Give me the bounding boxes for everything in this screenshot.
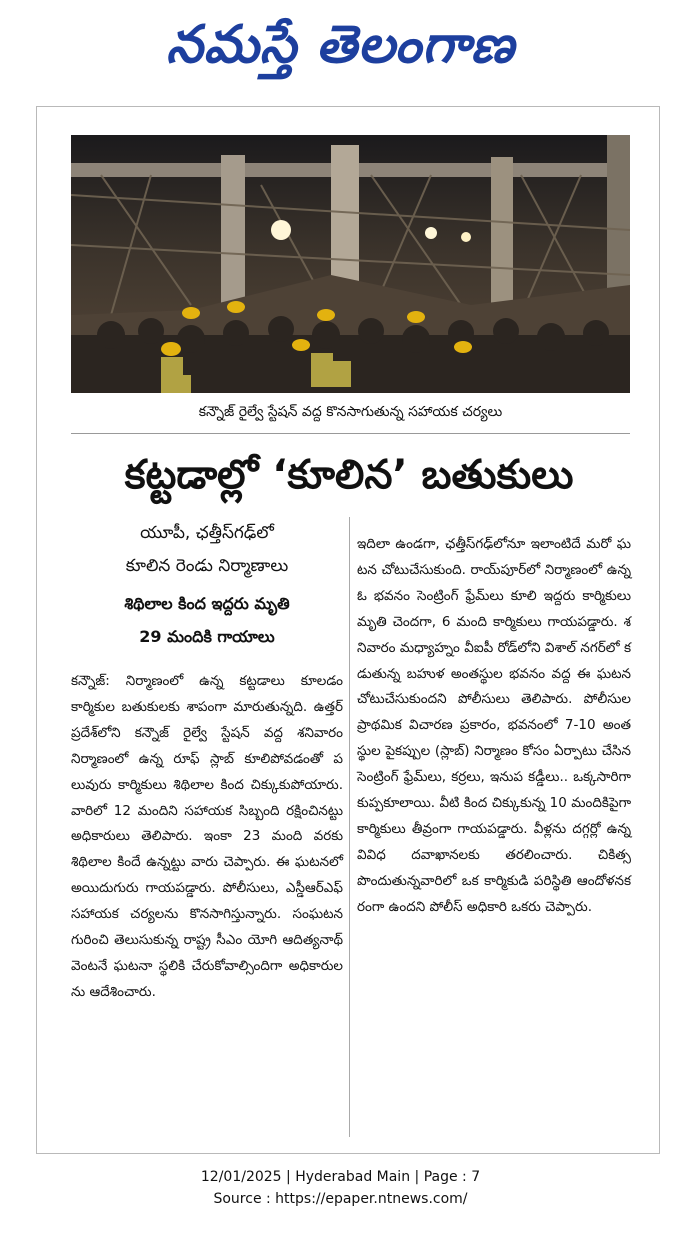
subheadline-bold-line-1: శిథిలాల కింద ఇద్దరు మృతి xyxy=(124,594,290,613)
subheadline-line-1: యూపీ, ఛత్తీస్‌గఢ్‌లో xyxy=(140,523,274,543)
subheadline-bold xyxy=(71,587,343,657)
footer-source: Source : https://epaper.ntnews.com/ xyxy=(213,1191,468,1207)
subheadline-bold-line-2: 29 మందికి గాయాలు xyxy=(139,627,275,646)
subheadline xyxy=(71,517,343,587)
footer-edition: 12/01/2025 | Hyderabad Main | Page : 7 xyxy=(200,1169,481,1185)
article-clipping xyxy=(36,106,660,1154)
body-text-right: ఇదిలా ఉండగా, ఛత్తీస్‌గఢ్‌లోనూ ఇలాంటిదే మరో ఘటన చోటుచేసుకుంది. రాయ్‌పూర్‌లో నిర్మాణంలో ఉన్న ఓ భవనం సెంట్రింగ్ ఫ్రేమ్‌లు కూలి ఇద్దరు కార్మికులు మృతి చెందగా, 6 మంది కార్మికులు గాయపడ్డారు. శనివారం మధ్యాహ్నం వీఐపీ రోడ్‌లోని విశాల్ నగర్‌లో కడుతున్న బహుళ అంతస్థుల భవనం వద్ద ఈ ఘటన చోటుచేసుకుందని పోలీసులు తెలిపారు. పోలీసుల ప్రాథమిక విచారణ ప్రకారం, భవనంలో 7-10 అంతస్థుల పైకప్పుల (స్లాబ్) నిర్మాణం కోసం ఏర్పాటు చేసిన సెంట్రింగ్ ఫ్రేమ్‌లు, కర్రలు, ఇనుప కడ్డీలు.. ఒక్కసారిగా కుప్పకూలాయి. వీటి కింద చిక్కుకున్న 10 మందికిపైగా కార్మికులు తీవ్రంగా గాయపడ్డారు. వీళ్లను దగ్గర్లో ఉన్న వివిధ దవాఖానలకు తరలించారు. చికిత్స పొందుతున్నవారిలో ఒక కార్మికుడి పరిస్థితి ఆందోళనకరంగా ఉందని పోలీస్ అధికారి ఒకరు చెప్పారు. xyxy=(357,536,631,915)
headline: కట్టడాల్లో ‘కూలిన’ బతుకులు xyxy=(124,452,574,498)
masthead-title: నమస్తే తెలంగాణ xyxy=(166,15,515,75)
masthead xyxy=(0,6,681,84)
subheadline-line-2: కూలిన రెండు నిర్మాణాలు xyxy=(125,556,289,576)
right-column xyxy=(357,532,631,921)
body-text-left: కన్నౌజ్: నిర్మాణంలో ఉన్న కట్టడాలు కూలడం కార్మికుల బతుకులకు శాపంగా మారుతున్నది. ఉత్తర్ ప్రదేశ్‌లోని కన్నౌజ్ రైల్వే స్టేషన్ వద్ద శనివారం నిర్మాణంలో ఉన్న రూఫ్ స్లాబ్ కూలిపోవడంతో పలువురు కార్మికులు శిథిలాల కింద చిక్కుకుపోయారు. వారిలో 12 మందిని సహాయక సిబ్బంది రక్షించినట్టు అధికారులు తెలిపారు. ఇంకా 23 మంది వరకు శిథిలాల కిందే ఉన్నట్టు వారు చెప్పారు. ఈ ఘటనలో అయిదుగురు గాయపడ్డారు. పోలీసులు, ఎస్డీఆర్ఎఫ్ సహాయక చర్యలను కొనసాగిస్తున్నారు. సంఘటన గురించి తెలుసుకున్న రాష్ట్ర సీఎం యోగి ఆదిత్యనాథ్ వెంటనే ఘటనా స్థలికి చేరుకోవాల్సిందిగా అధికారులను ఆదేశించారు. xyxy=(71,673,343,1000)
news-photo xyxy=(71,135,630,393)
collapsed-structure-illustration xyxy=(71,135,630,393)
footer xyxy=(0,1166,681,1210)
caption-divider xyxy=(71,433,630,434)
photo-caption: కన్నౌజ్ రైల్వే స్టేషన్ వద్ద కొనసాగుతున్న సహాయక చర్యలు xyxy=(198,404,503,420)
left-column xyxy=(71,517,343,1006)
column-divider xyxy=(349,517,350,1137)
